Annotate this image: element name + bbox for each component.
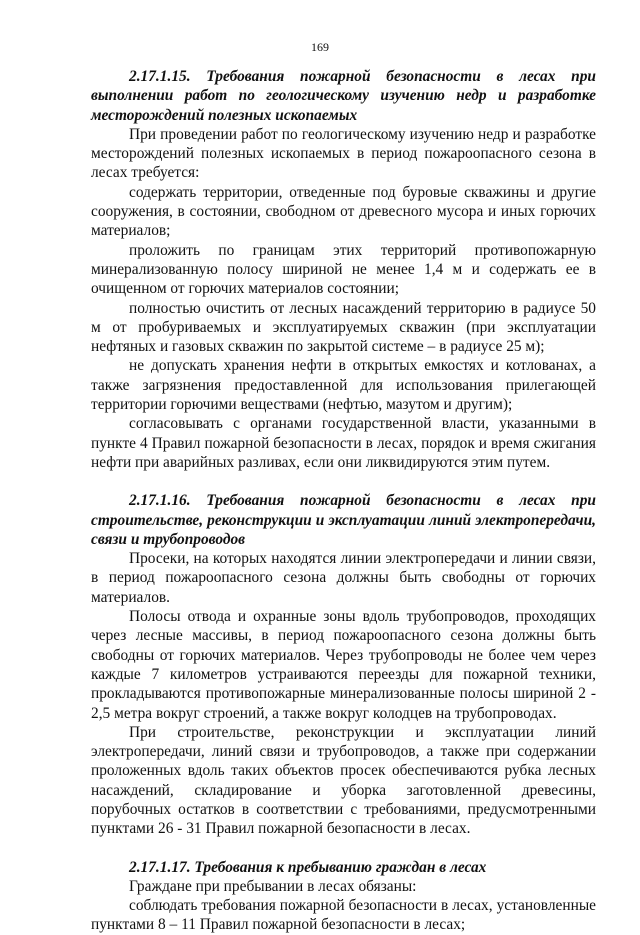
heading-text: Требования к пребыванию граждан в лесах [190, 858, 487, 876]
heading-number: 2.17.1.16. [129, 492, 191, 510]
paragraph: соблюдать требования пожарной безопасности в лесах, установленные пунктами 8 – 11 Правил пожарной безопасности в лесах; [91, 897, 596, 934]
paragraph: содержать территории, отведенные под буровые скважины и другие сооружения, в состоянии, свободном от древесного мусора и иных горючих материалов; [91, 183, 596, 240]
paragraph: Просеки, на которых находятся линии электропередачи и линии связи, в период пожароопасного сезона должны быть свободны от горючих материалов. [91, 550, 596, 606]
paragraph: Полосы отвода и охранные зоны вдоль трубопроводов, проходящих через лесные массивы, в период пожароопасного сезона должны быть свободны от горючих материалов. Через трубопроводы не более чем через каждые 7 километров устраиваются переезды для пожарной техники, прокладываются противопожарные минерализованные полосы шириной 2 - 2,5 метра вокруг строений, а также вокруг колодцев на трубопроводах. [91, 608, 596, 722]
section-spacer [91, 839, 596, 858]
section-2-17-1-16 [91, 491, 596, 838]
section-2-17-1-15 [91, 67, 596, 472]
section-heading [91, 491, 596, 549]
paragraph: согласовывать с органами государственной власти, указанными в пункте 4 Правил пожарной безопасности в лесах, порядок и время сжигания нефти при аварийных разливах, если они ликвидируются этим путем. [91, 415, 596, 471]
paragraph: не допускать хранения нефти в открытых емкостях и котлованах, а также загрязнения предоставленной для использования прилегающей территории горючими веществами (нефтью, мазутом и другим); [91, 357, 596, 414]
section-heading [91, 67, 596, 125]
paragraph: При проведении работ по геологическому изучению недр и разработке месторождений полезных ископаемых в период пожароопасного сезона в лесах требуется: [91, 125, 596, 182]
page-number: 169 [311, 40, 329, 54]
page-content [91, 67, 596, 935]
heading-text: Требования пожарной безопасности в лесах при выполнении работ по геологическому изучению недр и разработке месторождений полезных ископаемых [91, 68, 596, 124]
paragraph: полностью очистить от лесных насаждений территорию в радиусе 50 м от пробуриваемых и эксплуатируемых скважин (при эксплуатации нефтяных и газовых скважин по закрытой системе – в радиусе 25 м); [91, 299, 596, 356]
heading-number: 2.17.1.15. [129, 68, 191, 85]
section-2-17-1-17 [91, 858, 596, 935]
paragraph: Граждане при пребывании в лесах обязаны: [129, 877, 417, 895]
section-spacer [91, 472, 596, 491]
paragraph: проложить по границам этих территорий противопожарную минерализованную полосу шириной не менее 1,4 м и содержать ее в очищенном от горючих материалов состоянии; [91, 241, 596, 298]
section-heading [91, 858, 596, 877]
heading-number: 2.17.1.17. [129, 858, 191, 876]
heading-text: Требования пожарной безопасности в лесах при строительстве, реконструкции и эксплуатации линий электропередачи, связи и трубопроводов [91, 492, 596, 548]
paragraph: При строительстве, реконструкции и эксплуатации линий электропередачи, линий связи и трубопроводов, а также при содержании проложенных вдоль таких объектов просек обеспечиваются рубка лесных насаждений, складирование и уборка заготовленной древесины, порубочных остатков в соответствии с требованиями, предусмотренными пунктами 26 - 31 Правил пожарной безопасности в лесах. [91, 723, 596, 838]
